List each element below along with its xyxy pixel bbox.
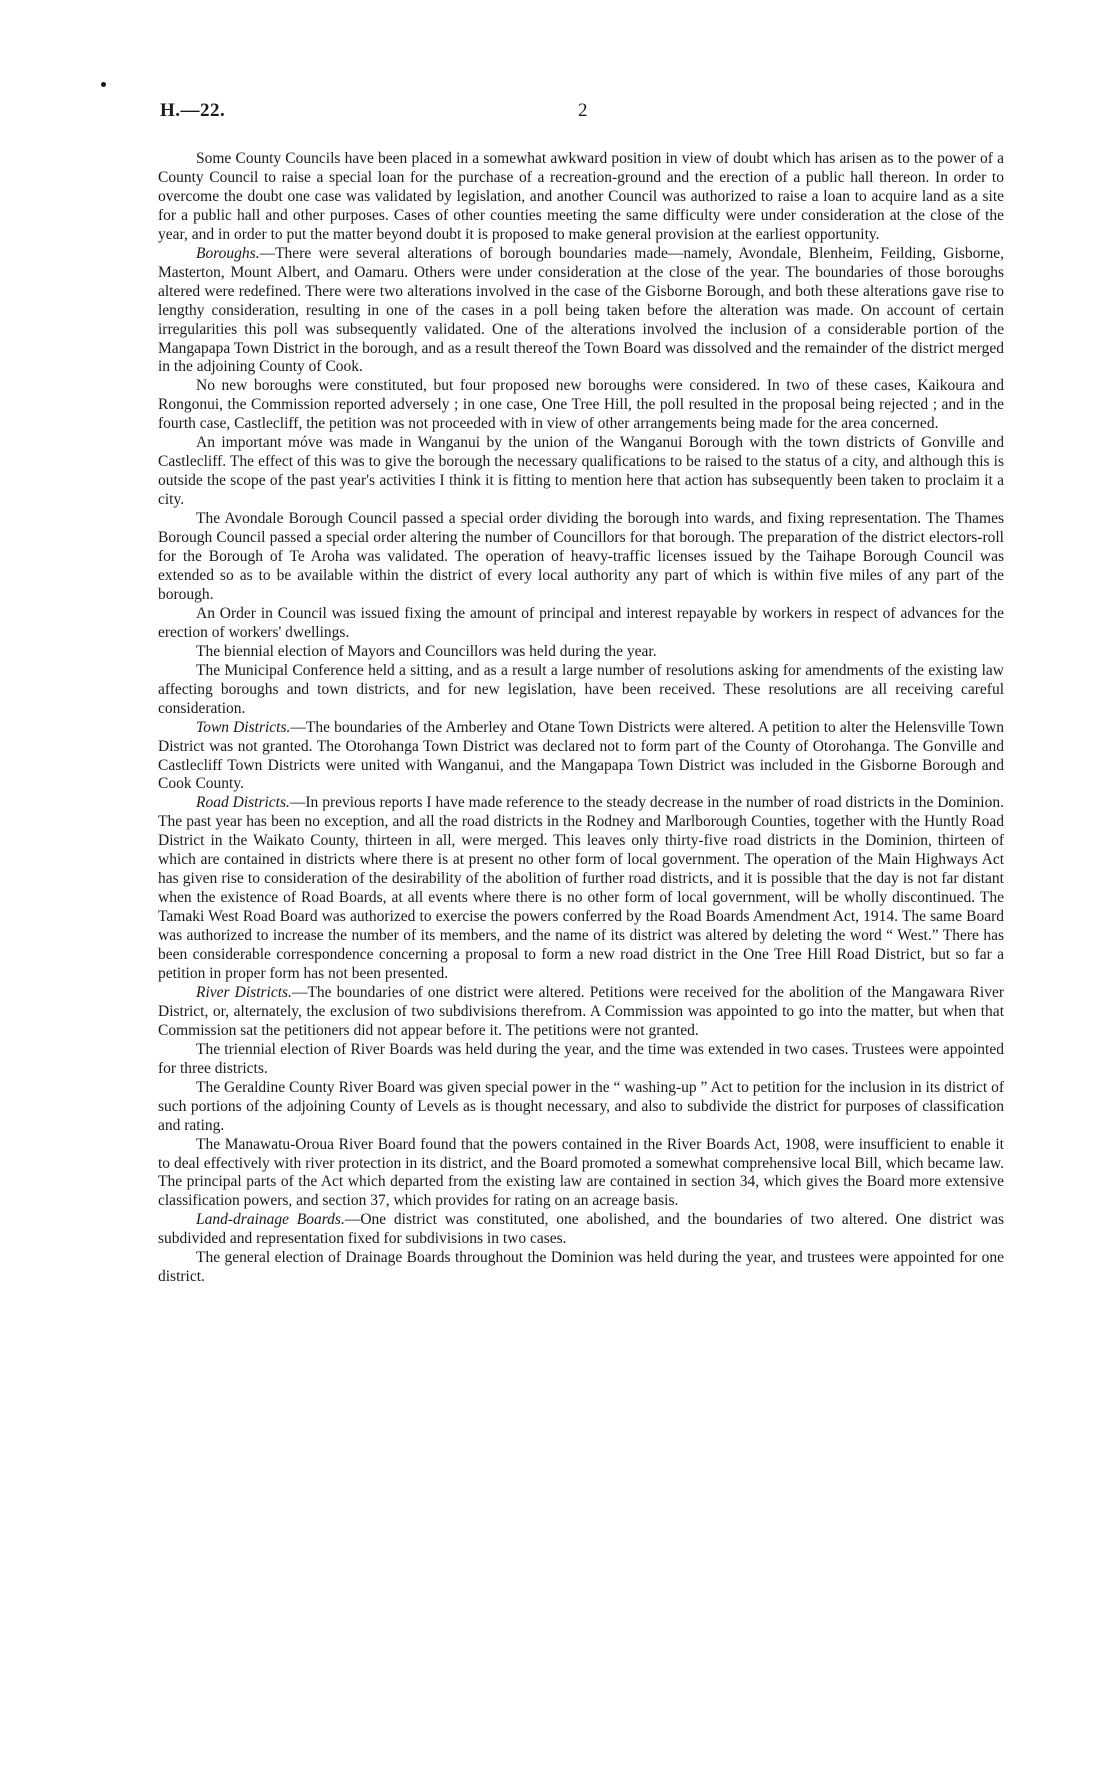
paragraph-text: An important móve was made in Wanganui by the union of the Wanganui Borough with the town districts of Gonville and Castlecliff. The effect of this was to give the borough the necessary qualifications to be raised to the status of a city, and although this is outside the scope of the past year's activities I think it is fitting to mention here that action has subsequently been taken to proclaim it a city. (158, 434, 1004, 509)
paragraph-text: The triennial election of River Boards was held during the year, and the time was extended in two cases. Trustees were appointed for three districts. (158, 1040, 1004, 1077)
page-number: 2 (578, 100, 588, 121)
paragraph-text: —The boundaries of the Amberley and Otane Town Districts were altered. A petition to alter the Helensville Town District was not granted. The Otorohanga Town District was declared not to form part of the County of Otorohanga. The Gonville and Castlecliff Town Districts were united with Wanganui, and the Mangapapa Town District was included in the Gisborne Borough and Cook County. (158, 718, 1004, 793)
paragraph (158, 605, 1004, 643)
paragraph-text: The Avondale Borough Council passed a special order dividing the borough into wards, and fixing representation. The Thames Borough Council passed a special order altering the number of Councillors for that borough. The preparation of the district electors-roll for the Borough of Te Aroha was validated. The operation of heavy-traffic licenses issued by the Taihape Borough Council was extended so as to be available within the district of every local authority any part of which is within five miles of any part of the borough. (158, 510, 1004, 603)
paragraph (158, 662, 1004, 719)
paragraph-text: The Municipal Conference held a sitting, and as a result a large number of resolutions asking for amendments of the existing law affecting boroughs and town districts, and for new legislation, have been received. These resolutions are all receiving careful consideration. (158, 661, 1004, 717)
paragraph-heading: Boroughs. (196, 244, 260, 262)
paragraph-heading: Road Districts. (196, 794, 290, 812)
paragraph-text: The general election of Drainage Boards throughout the Dominion was held during the year, and trustees were appointed for one district. (158, 1249, 1004, 1286)
paragraph (158, 1079, 1004, 1136)
paragraph (158, 643, 1004, 662)
paragraph (158, 510, 1004, 605)
paragraph-text: —There were several alterations of borough boundaries made—namely, Avondale, Blenheim, Feilding, Gisborne, Masterton, Mount Albert, and Oamaru. Others were under consideration at the close of the year. The boundaries of those boroughs altered were redefined. There were two alterations involved in the case of the Gisborne Borough, and both these alterations gave rise to lengthy consideration, resulting in one of the cases in a poll being taken before the alteration was made. On account of certain irregularities this poll was subsequently validated. One of the alterations involved the inclusion of a considerable portion of the Mangapapa Town District in the borough, and as a result thereof the Town Board was dissolved and the remainder of the district merged in the adjoining County of Cook. (158, 244, 1004, 376)
paragraph (158, 1249, 1004, 1287)
margin-dot (101, 82, 106, 87)
paragraph (158, 245, 1004, 378)
paragraph-text: —One district was constituted, one abolished, and the boundaries of two altered. One district was subdivided and representation fixed for subdivisions in two cases. (158, 1211, 1004, 1248)
paragraph (158, 1041, 1004, 1079)
paragraph (158, 719, 1004, 795)
paragraph (158, 1136, 1004, 1212)
body-text (158, 150, 1004, 1287)
paragraph-heading: Town Districts. (196, 718, 291, 736)
page-header (160, 100, 1000, 126)
paragraph (158, 794, 1004, 984)
paragraph-heading: River Districts. (196, 983, 292, 1001)
paragraph (158, 1211, 1004, 1249)
document-reference: H.—22. (160, 100, 226, 121)
paragraph (158, 377, 1004, 434)
paragraph (158, 150, 1004, 245)
paragraph-text: The Manawatu-Oroua River Board found that the powers contained in the River Boards Act, 1908, were insufficient to enable it to deal effectively with river protection in its district, and the Board promoted a somewhat comprehensive local Bill, which became law. The principal parts of the Act which departed from the existing law are contained in section 34, which gives the Board more extensive classification powers, and section 37, which provides for rating on an acreage basis. (158, 1135, 1004, 1210)
paragraph (158, 984, 1004, 1041)
paragraph-text: No new boroughs were constituted, but four proposed new boroughs were considered. In two of these cases, Kaikoura and Rongonui, the Commission reported adversely ; in one case, One Tree Hill, the poll resulted in the proposal being rejected ; and in the fourth case, Castlecliff, the petition was not proceeded with in view of other arrangements being made for the area concerned. (158, 377, 1004, 433)
paragraph-text: —The boundaries of one district were altered. Petitions were received for the abolition of the Mangawara River District, or, alternately, the exclusion of two subdivisions therefrom. A Commission was appointed to go into the matter, but when that Commission sat the petitioners did not appear before it. The petitions were not granted. (158, 983, 1004, 1039)
paragraph-text: The biennial election of Mayors and Councillors was held during the year. (196, 642, 657, 660)
paragraph-text: The Geraldine County River Board was given special power in the “ washing-up ” Act to petition for the inclusion in its district of such portions of the adjoining County of Levels as is thought necessary, and also to subdivide the district for purposes of classification and rating. (158, 1078, 1004, 1134)
paragraph (158, 434, 1004, 510)
paragraph-text: An Order in Council was issued fixing the amount of principal and interest repayable by workers in respect of advances for the erection of workers' dwellings. (158, 604, 1004, 641)
paragraph-text: —In previous reports I have made reference to the steady decrease in the number of road districts in the Dominion. The past year has been no exception, and all the road districts in the Rodney and Marlborough Counties, together with the Huntly Road District in the Waikato County, thirteen in all, were merged. This leaves only thirty-five road districts in the Dominion, thirteen of which are contained in districts where there is at present no other form of local government. The operation of the Main Highways Act has given rise to consideration of the desirability of the abolition of further road districts, and it is possible that the day is not far distant when the existence of Road Boards, at all events where there is no other form of local government, will be wholly discontinued. The Tamaki West Road Board was authorized to exercise the powers conferred by the Road Boards Amendment Act, 1914. The same Board was authorized to increase the number of its members, and the name of its district was altered by deleting the word “ West.” There has been considerable correspondence concerning a proposal to form a new road district in the One Tree Hill Road District, but so far a petition in proper form has not been presented. (158, 794, 1004, 982)
paragraph-heading: Land-drainage Boards. (196, 1211, 345, 1229)
paragraph-text: Some County Councils have been placed in a somewhat awkward position in view of doubt which has arisen as to the power of a County Council to raise a special loan for the purchase of a recreation-ground and the erection of a public hall thereon. In order to overcome the doubt one case was validated by legislation, and another Council was authorized to raise a loan to acquire land as a site for a public hall and other purposes. Cases of other counties meeting the same difficulty were under consideration at the close of the year, and in order to put the matter beyond doubt it is proposed to make general provision at the earliest opportunity. (158, 150, 1004, 243)
